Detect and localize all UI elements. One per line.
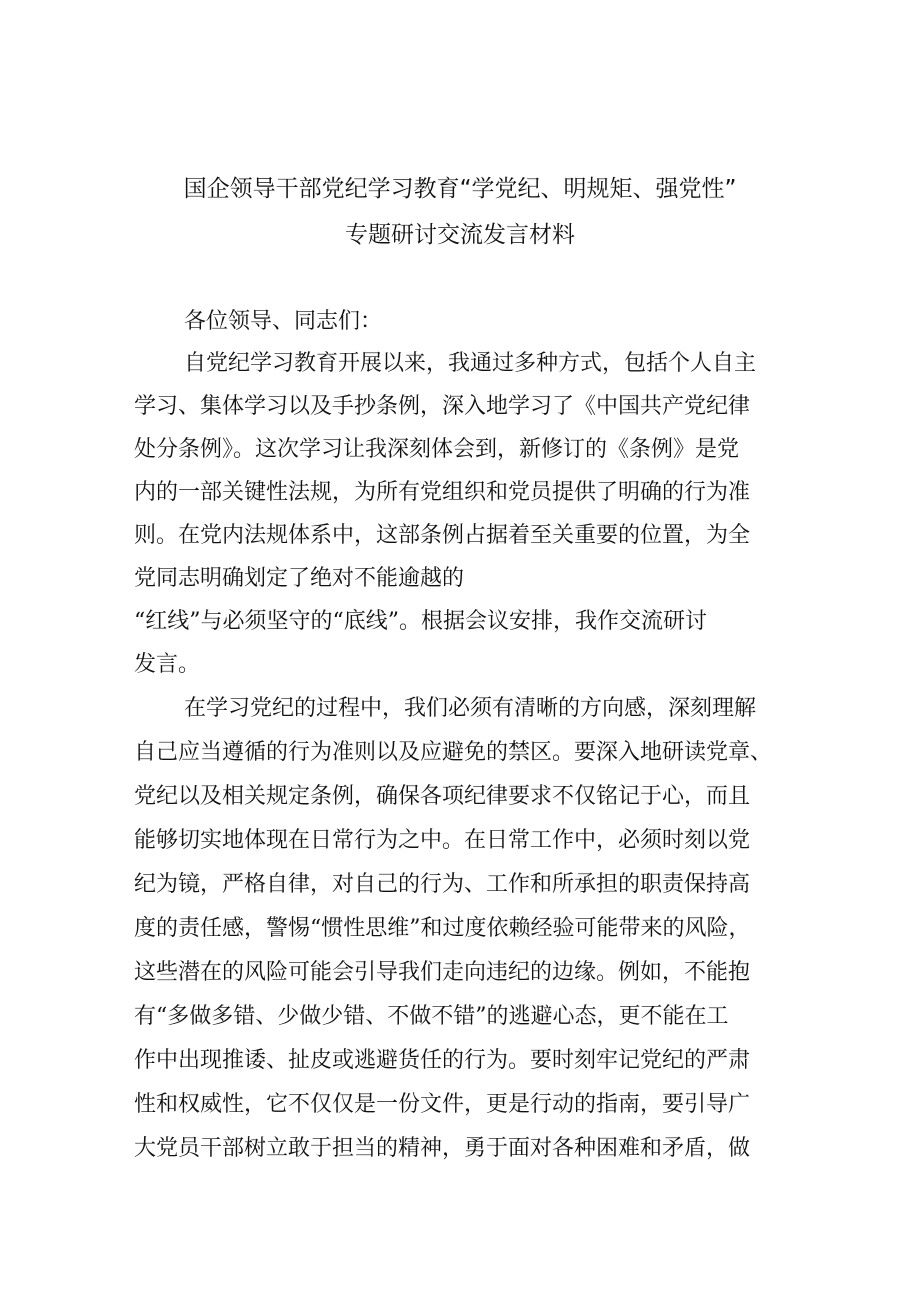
paragraph-2-line: 自己应当遵循的行为准则以及应避免的禁区。要深入地研读党章、	[134, 740, 773, 765]
paragraph-2-line: 性和权威性，它不仅仅是一份文件，更是行动的指南，要引导广	[134, 1092, 751, 1117]
paragraph-2-line: 这些潜在的风险可能会引导我们走向违纪的边缘。例如，不能抱	[134, 960, 751, 985]
paragraph-2-line: 在学习党纪的过程中，我们必须有清晰的方向感，深刻理解	[184, 696, 757, 721]
document-title-line-2: 专题研讨交流发言材料	[345, 222, 575, 248]
paragraph-1-line: 则。在党内法规体系中，这部条例占据着至关重要的位置，为全	[134, 523, 751, 548]
paragraph-1-line: “红线”与必须坚守的“底线”。根据会议安排，我作交流研讨	[134, 609, 707, 634]
paragraph-1-line: 处分条例》。这次学习让我深刻体会到，新修订的《条例》是党	[134, 437, 740, 462]
paragraph-1-line: 发言。	[134, 652, 201, 677]
salutation: 各位领导、同志们：	[184, 309, 383, 334]
paragraph-1-line: 自党纪学习教育开展以来，我通过多种方式，包括个人自主	[184, 351, 757, 376]
paragraph-1-line: 学习、集体学习以及手抄条例，深入地学习了《中国共产党纪律	[134, 394, 751, 419]
paragraph-2-line: 党纪以及相关规定条例，确保各项纪律要求不仅铭记于心，而且	[134, 784, 751, 809]
paragraph-2-line: 度的责任感，警惕“惯性思维”和过度依赖经验可能带来的风险，	[134, 916, 751, 941]
paragraph-2-line: 有“多做多错、少做少错、不做不错”的逃避心态，更不能在工	[134, 1004, 729, 1029]
paragraph-2-line: 作中出现推诿、扯皮或逃避货任的行为。要时刻牢记党纪的严肃	[134, 1048, 751, 1073]
paragraph-2-line: 大党员干部树立敢于担当的精神，勇于面对各种困难和矛盾，做	[134, 1136, 751, 1161]
paragraph-2-line: 纪为镜，严格自律，对自己的行为、工作和所承担的职责保持高	[134, 872, 751, 897]
paragraph-2-line: 能够切实地体现在日常行为之中。在日常工作中，必须时刻以党	[134, 828, 751, 853]
paragraph-1-line: 党同志明确划定了绝对不能逾越的	[134, 566, 465, 591]
paragraph-1-line: 内的一部关键性法规，为所有党组织和党员提供了明确的行为准	[134, 480, 751, 505]
document-title-line-1: 国企领导干部党纪学习教育“学党纪、明规矩、强党性”	[183, 176, 737, 202]
